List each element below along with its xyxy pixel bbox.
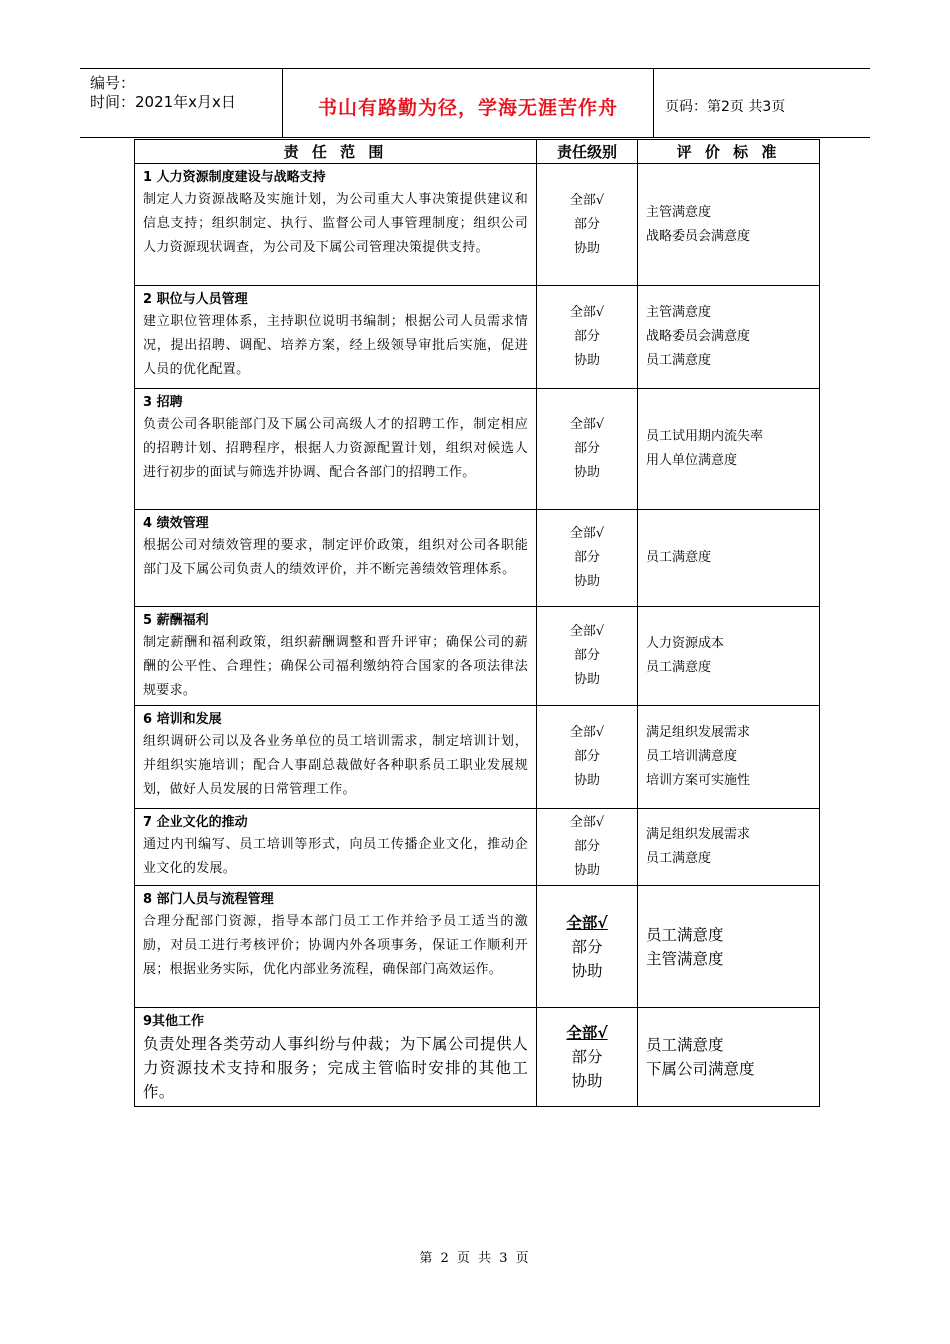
level-option-assist: 协助	[573, 465, 600, 480]
scope-cell	[135, 706, 537, 809]
header-right-cell	[655, 69, 870, 137]
standard-cell	[638, 706, 820, 809]
standard-item: 主管满意度	[646, 305, 712, 320]
standard-cell	[638, 1008, 820, 1107]
level-option-partial: 部分	[573, 749, 600, 764]
level-option-assist: 协助	[571, 1072, 603, 1090]
table-row	[135, 1008, 820, 1107]
table-row	[135, 886, 820, 1008]
level-option-all: 全部√	[566, 1024, 608, 1042]
column-header-standard: 评 价 标 准	[638, 140, 820, 164]
page-footer: 第 2 页 共 3 页	[419, 1251, 531, 1266]
standard-item: 员工满意度	[646, 660, 712, 675]
level-option-assist: 协助	[573, 863, 600, 878]
level-option-assist: 协助	[573, 773, 600, 788]
level-option-all: 全部√	[569, 725, 605, 740]
level-option-assist: 协助	[571, 961, 603, 980]
standard-item: 用人单位满意度	[646, 453, 738, 468]
standard-item: 人力资源成本	[646, 636, 725, 651]
standard-item: 员工满意度	[646, 925, 724, 944]
scope-cell	[135, 389, 537, 510]
page-header	[80, 68, 870, 138]
table-row	[135, 389, 820, 510]
standard-item: 员工满意度	[646, 851, 712, 866]
level-cell	[537, 286, 638, 389]
level-option-all: 全部√	[569, 526, 605, 541]
level-option-assist: 协助	[573, 240, 600, 256]
standard-item: 员工试用期内流失率	[646, 429, 764, 444]
scope-description: 合理分配部门资源，指导本部门员工工作并给予员工适当的激励，对员工进行考核评价；协调内外各项事务，保证工作顺利开展；根据业务实际，优化内部业务流程，确保部门高效运作。	[143, 914, 528, 977]
level-cell	[537, 706, 638, 809]
level-option-partial: 部分	[571, 1048, 603, 1066]
table-header-row	[135, 140, 820, 164]
level-option-all: 全部√	[569, 192, 605, 208]
scope-cell	[135, 164, 537, 286]
level-option-all: 全部√	[569, 417, 605, 432]
level-option-partial: 部分	[573, 216, 600, 232]
scope-title: 3 招聘	[143, 395, 183, 410]
table-row	[135, 809, 820, 886]
header-page-code: 页码：第2页 共3页	[665, 99, 786, 115]
level-option-all: 全部√	[566, 913, 608, 932]
table-row	[135, 607, 820, 706]
level-cell	[537, 607, 638, 706]
level-option-assist: 协助	[573, 672, 600, 687]
standard-item: 下属公司满意度	[646, 1060, 755, 1078]
standard-item: 满足组织发展需求	[646, 725, 751, 740]
scope-description: 通过内刊编写、员工培训等形式，向员工传播企业文化，推动企业文化的发展。	[143, 837, 528, 876]
standard-cell	[638, 607, 820, 706]
document-number-label: 编号：	[90, 74, 136, 92]
scope-title: 1 人力资源制度建设与战略支持	[143, 170, 326, 185]
scope-description: 组织调研公司以及各业务单位的员工培训需求，制定培训计划，并组织实施培训；配合人事副总裁做好各种职系员工职业发展规划，做好人员发展的日常管理工作。	[143, 734, 528, 797]
standard-item: 员工培训满意度	[646, 749, 738, 764]
standard-item: 培训方案可实施性	[646, 773, 751, 788]
standard-cell	[638, 886, 820, 1008]
standard-item: 战略委员会满意度	[646, 228, 751, 244]
standard-item: 员工满意度	[646, 550, 712, 565]
level-option-all: 全部√	[569, 305, 605, 320]
level-option-partial: 部分	[573, 550, 600, 565]
scope-title: 5 薪酬福利	[143, 613, 209, 628]
standard-cell	[638, 164, 820, 286]
scope-cell	[135, 286, 537, 389]
level-option-partial: 部分	[573, 839, 600, 854]
header-motto: 书山有路勤为径，学海无涯苦作舟	[317, 96, 618, 119]
column-header-level: 责任级别	[537, 140, 638, 164]
level-cell	[537, 164, 638, 286]
standard-item: 满足组织发展需求	[646, 827, 751, 842]
scope-title: 2 职位与人员管理	[143, 292, 248, 307]
scope-cell	[135, 607, 537, 706]
standard-item: 主管满意度	[646, 949, 724, 968]
standard-cell	[638, 389, 820, 510]
scope-description: 建立职位管理体系，主持职位说明书编制；根据公司人员需求情况，提出招聘、调配、培养方案，经上级领导审批后实施，促进人员的优化配置。	[143, 314, 528, 377]
scope-cell	[135, 886, 537, 1008]
level-option-assist: 协助	[573, 353, 600, 368]
document-time-label: 时间：2021年x月x日	[90, 93, 236, 111]
table-row	[135, 164, 820, 286]
standard-item: 员工满意度	[646, 353, 712, 368]
standard-item: 员工满意度	[646, 1036, 724, 1054]
scope-title: 9其他工作	[143, 1014, 205, 1029]
table-row	[135, 706, 820, 809]
level-option-partial: 部分	[573, 329, 600, 344]
level-cell	[537, 1008, 638, 1107]
scope-title: 8 部门人员与流程管理	[143, 892, 274, 907]
standard-item: 主管满意度	[646, 204, 712, 220]
level-cell	[537, 389, 638, 510]
scope-cell	[135, 510, 537, 607]
scope-title: 6 培训和发展	[143, 712, 222, 727]
standard-cell	[638, 510, 820, 607]
table-row	[135, 510, 820, 607]
level-option-partial: 部分	[573, 648, 600, 663]
header-left-cell	[80, 69, 283, 137]
scope-description: 根据公司对绩效管理的要求，制定评价政策，组织对公司各职能部门及下属公司负责人的绩效评价，并不断完善绩效管理体系。	[143, 538, 528, 577]
level-cell	[537, 886, 638, 1008]
scope-description: 负责公司各职能部门及下属公司高级人才的招聘工作，制定相应的招聘计划、招聘程序，根据人力资源配置计划，组织对候选人进行初步的面试与筛选并协调、配合各部门的招聘工作。	[143, 417, 528, 480]
level-cell	[537, 510, 638, 607]
scope-description: 负责处理各类劳动人事纠纷与仲裁；为下属公司提供人力资源技术支持和服务；完成主管临时安排的其他工作。	[143, 1035, 528, 1101]
scope-description: 制定薪酬和福利政策，组织薪酬调整和晋升评审；确保公司的薪酬的公平性、合理性；确保公司福利缴纳符合国家的各项法律法规要求。	[143, 635, 528, 698]
scope-title: 7 企业文化的推动	[143, 815, 248, 830]
standard-cell	[638, 809, 820, 886]
scope-description: 制定人力资源战略及实施计划，为公司重大人事决策提供建议和信息支持；组织制定、执行、监督公司人事管理制度；组织公司人力资源现状调查，为公司及下属公司管理决策提供支持。	[143, 192, 528, 255]
scope-cell	[135, 1008, 537, 1107]
level-option-partial: 部分	[571, 937, 603, 956]
level-option-all: 全部√	[569, 815, 605, 830]
level-cell	[537, 809, 638, 886]
scope-title: 4 绩效管理	[143, 516, 209, 531]
standard-cell	[638, 286, 820, 389]
responsibility-table	[134, 139, 820, 1107]
level-option-all: 全部√	[569, 624, 605, 639]
standard-item: 战略委员会满意度	[646, 329, 751, 344]
scope-cell	[135, 809, 537, 886]
level-option-partial: 部分	[573, 441, 600, 456]
level-option-assist: 协助	[573, 574, 600, 589]
column-header-scope: 责 任 范 围	[135, 140, 537, 164]
header-center-cell	[283, 69, 654, 137]
table-row	[135, 286, 820, 389]
